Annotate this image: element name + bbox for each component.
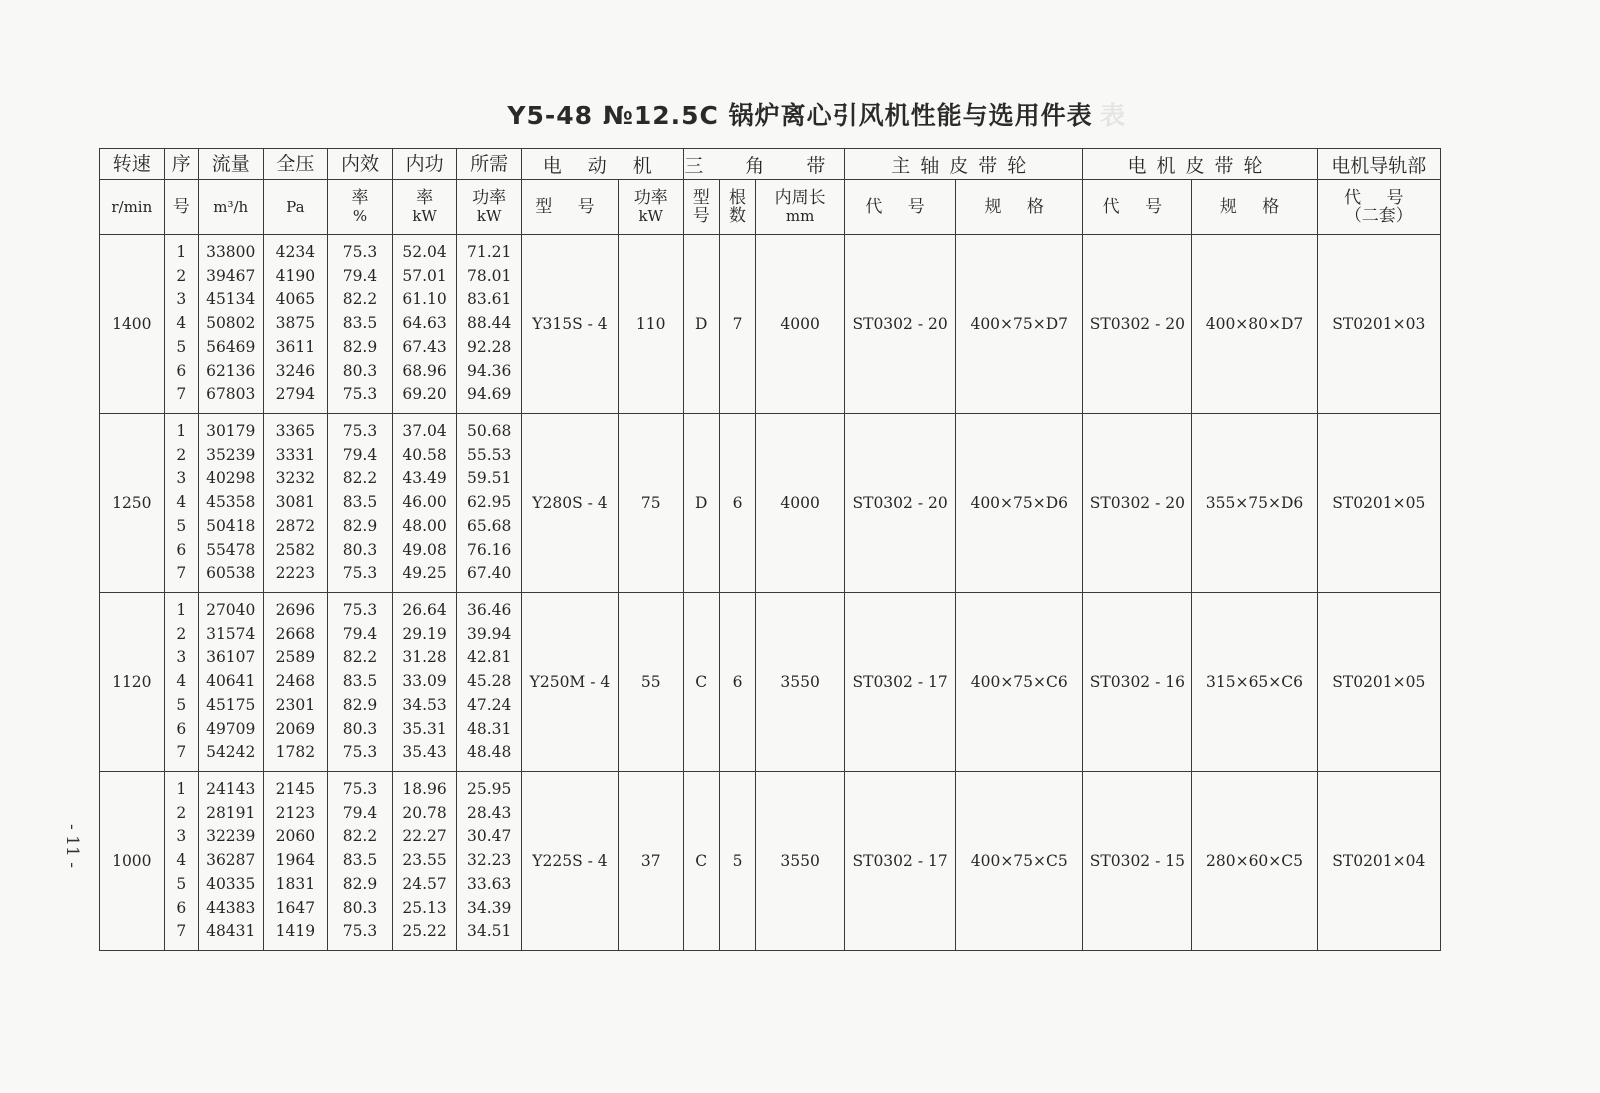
table-body	[100, 235, 1441, 951]
cell-internal-power-value: 46.00	[402, 493, 447, 512]
cell-internal-power-value: 40.58	[402, 445, 447, 464]
cell-flow-value: 44383	[206, 898, 256, 917]
cell-flow-value: 50802	[206, 314, 256, 333]
cell-efficiency-value: 75.3	[342, 422, 378, 441]
cell-internal-power-value: 69.20	[402, 385, 447, 404]
cell-required-power-value: 28.43	[466, 803, 512, 822]
cell-required-power	[457, 772, 522, 951]
cell-belt-count: 5	[719, 772, 755, 951]
header-vbelt: 三 角 带	[683, 149, 845, 180]
cell-efficiency-value: 79.4	[342, 803, 378, 822]
cell-flow-value: 45175	[206, 695, 256, 714]
cell-belt-type: C	[683, 772, 719, 951]
cell-seq-value: 7	[176, 385, 187, 404]
cell-seq-value: 3	[176, 648, 187, 667]
cell-internal-power	[392, 593, 457, 772]
cell-internal-power-value: 35.31	[402, 719, 447, 738]
cell-seq-value: 1	[176, 243, 187, 262]
cell-internal-power-value: 52.04	[402, 243, 447, 262]
cell-required-power	[457, 414, 522, 593]
cell-internal-power-value: 25.13	[402, 898, 447, 917]
cell-pressure-value: 1831	[275, 874, 316, 893]
header-rail-code: 代 号 （二套）	[1317, 180, 1440, 235]
cell-seq-value: 6	[176, 719, 187, 738]
cell-internal-power-value: 64.63	[402, 314, 447, 333]
header-motor-power: 功率 kW	[618, 180, 683, 235]
cell-pressure-value: 1964	[275, 851, 316, 870]
cell-flow-value: 56469	[206, 337, 256, 356]
cell-belt-count: 6	[719, 593, 755, 772]
header-flow: 流量	[198, 149, 263, 180]
cell-efficiency-value: 75.3	[342, 564, 378, 583]
header-motor-pulley-code: 代 号	[1083, 180, 1192, 235]
cell-shaft-spec: 400×75×D7	[956, 235, 1083, 414]
cell-rail-code: ST0201×05	[1317, 414, 1440, 593]
cell-efficiency-value: 80.3	[342, 540, 378, 559]
cell-internal-power-value: 67.43	[402, 337, 447, 356]
cell-required-power-value: 55.53	[466, 445, 512, 464]
cell-efficiency-value: 75.3	[342, 385, 378, 404]
header-efficiency: 内效	[328, 149, 393, 180]
cell-efficiency-value: 83.5	[342, 493, 378, 512]
cell-flow-value: 67803	[206, 385, 256, 404]
cell-pressure-value: 3365	[275, 422, 316, 441]
cell-efficiency-value: 83.5	[342, 314, 378, 333]
cell-required-power-value: 30.47	[466, 827, 512, 846]
cell-belt-length: 4000	[756, 414, 845, 593]
cell-internal-power	[392, 772, 457, 951]
cell-seq-value: 7	[176, 564, 187, 583]
cell-seq-value: 2	[176, 803, 187, 822]
cell-efficiency-value: 75.3	[342, 601, 378, 620]
cell-motor-power: 55	[618, 593, 683, 772]
header-belt-type: 型 号	[683, 180, 719, 235]
cell-internal-power-value: 33.09	[402, 672, 447, 691]
cell-flow-value: 31574	[206, 624, 256, 643]
cell-seq-value: 5	[176, 516, 187, 535]
cell-speed: 1120	[100, 593, 165, 772]
cell-flow-value: 55478	[206, 540, 256, 559]
cell-flow-value: 40298	[206, 469, 256, 488]
cell-motor-pulley-code: ST0302 - 20	[1083, 235, 1192, 414]
cell-belt-length: 3550	[756, 593, 845, 772]
cell-efficiency-value: 80.3	[342, 719, 378, 738]
cell-shaft-spec: 400×75×C5	[956, 772, 1083, 951]
cell-required-power-value: 59.51	[466, 469, 512, 488]
header-motor: 电 动 机	[521, 149, 683, 180]
cell-flow-value: 48431	[206, 922, 256, 941]
cell-efficiency-value: 82.2	[342, 290, 378, 309]
cell-shaft-spec: 400×75×C6	[956, 593, 1083, 772]
cell-pressure-value: 3331	[275, 445, 316, 464]
cell-internal-power-value: 68.96	[402, 361, 447, 380]
cell-pressure-value: 2668	[275, 624, 316, 643]
cell-pressure-value: 1647	[275, 898, 316, 917]
cell-flow	[198, 235, 263, 414]
cell-motor-pulley-spec: 315×65×C6	[1192, 593, 1317, 772]
cell-internal-power-value: 43.49	[402, 469, 447, 488]
cell-pressure-value: 3246	[275, 361, 316, 380]
cell-flow	[198, 414, 263, 593]
cell-pressure-value: 2794	[275, 385, 316, 404]
cell-seq-value: 5	[176, 337, 187, 356]
cell-required-power-value: 88.44	[466, 314, 512, 333]
cell-pressure-value: 2145	[275, 780, 316, 799]
cell-shaft-code: ST0302 - 20	[845, 414, 956, 593]
cell-seq-value: 1	[176, 601, 187, 620]
cell-belt-length: 3550	[756, 772, 845, 951]
table-row-group	[100, 593, 1441, 772]
cell-flow-value: 32239	[206, 827, 256, 846]
cell-motor-power: 37	[618, 772, 683, 951]
cell-efficiency-value: 82.9	[342, 516, 378, 535]
cell-internal-power	[392, 235, 457, 414]
cell-seq	[164, 235, 198, 414]
header-internal-power-sub: 率 kW	[392, 180, 457, 235]
header-pressure-unit: Pa	[263, 180, 328, 235]
cell-required-power-value: 34.39	[466, 898, 512, 917]
cell-required-power-value: 47.24	[466, 695, 512, 714]
cell-seq	[164, 593, 198, 772]
cell-pressure	[263, 235, 328, 414]
cell-required-power-value: 71.21	[466, 243, 512, 262]
cell-internal-power-value: 18.96	[402, 780, 447, 799]
cell-flow-value: 39467	[206, 266, 256, 285]
cell-seq-value: 4	[176, 851, 187, 870]
cell-motor-model: Y280S - 4	[521, 414, 618, 593]
cell-seq-value: 6	[176, 898, 187, 917]
cell-internal-power-value: 26.64	[402, 601, 447, 620]
cell-seq-value: 3	[176, 827, 187, 846]
cell-required-power-value: 33.63	[466, 874, 512, 893]
cell-shaft-code: ST0302 - 17	[845, 593, 956, 772]
cell-pressure-value: 4065	[275, 290, 316, 309]
cell-seq-value: 2	[176, 624, 187, 643]
header-efficiency-sub: 率 %	[328, 180, 393, 235]
cell-motor-power: 75	[618, 414, 683, 593]
page-number: - 11 -	[61, 824, 82, 868]
cell-flow-value: 40335	[206, 874, 256, 893]
cell-efficiency-value: 82.9	[342, 337, 378, 356]
cell-flow-value: 36107	[206, 648, 256, 667]
cell-belt-type: D	[683, 235, 719, 414]
cell-efficiency	[328, 414, 393, 593]
cell-seq	[164, 772, 198, 951]
cell-speed: 1000	[100, 772, 165, 951]
cell-internal-power-value: 24.57	[402, 874, 447, 893]
bleed-through-title: 表	[1100, 101, 1126, 130]
cell-flow-value: 50418	[206, 516, 256, 535]
cell-efficiency-value: 83.5	[342, 672, 378, 691]
cell-efficiency-value: 79.4	[342, 624, 378, 643]
cell-pressure-value: 2582	[275, 540, 316, 559]
cell-efficiency-value: 79.4	[342, 445, 378, 464]
cell-efficiency-value: 82.2	[342, 827, 378, 846]
cell-efficiency-value: 82.2	[342, 469, 378, 488]
cell-pressure-value: 2696	[275, 601, 316, 620]
header-required-power-sub: 功率 kW	[457, 180, 522, 235]
cell-pressure-value: 2872	[275, 516, 316, 535]
fan-performance-table	[99, 148, 1441, 951]
header-rail: 电机导轨部	[1317, 149, 1440, 180]
cell-motor-pulley-spec: 355×75×D6	[1192, 414, 1317, 593]
cell-required-power	[457, 235, 522, 414]
cell-shaft-spec: 400×75×D6	[956, 414, 1083, 593]
cell-pressure-value: 4234	[275, 243, 316, 262]
cell-belt-type: D	[683, 414, 719, 593]
cell-required-power-value: 48.48	[466, 743, 512, 762]
cell-internal-power-value: 49.08	[402, 540, 447, 559]
header-speed-unit: r/min	[100, 180, 165, 235]
cell-flow	[198, 772, 263, 951]
cell-motor-pulley-code: ST0302 - 16	[1083, 593, 1192, 772]
cell-flow-value: 35239	[206, 445, 256, 464]
cell-seq-value: 5	[176, 874, 187, 893]
cell-speed: 1400	[100, 235, 165, 414]
cell-internal-power-value: 37.04	[402, 422, 447, 441]
cell-flow-value: 24143	[206, 780, 256, 799]
cell-motor-model: Y315S - 4	[521, 235, 618, 414]
cell-seq-value: 7	[176, 743, 187, 762]
cell-pressure-value: 2589	[275, 648, 316, 667]
cell-flow-value: 60538	[206, 564, 256, 583]
cell-efficiency-value: 82.2	[342, 648, 378, 667]
cell-required-power-value: 78.01	[466, 266, 512, 285]
cell-required-power-value: 67.40	[466, 564, 512, 583]
cell-flow	[198, 593, 263, 772]
cell-required-power-value: 36.46	[466, 601, 512, 620]
cell-flow-value: 45134	[206, 290, 256, 309]
header-internal-power: 内功	[392, 149, 457, 180]
cell-seq	[164, 414, 198, 593]
cell-rail-code: ST0201×05	[1317, 593, 1440, 772]
cell-motor-pulley-spec: 280×60×C5	[1192, 772, 1317, 951]
cell-efficiency-value: 75.3	[342, 922, 378, 941]
cell-required-power-value: 32.23	[466, 851, 512, 870]
header-motor-pulley-spec: 规 格	[1192, 180, 1317, 235]
header-motor-pulley: 电机皮带轮	[1083, 149, 1317, 180]
cell-rail-code: ST0201×03	[1317, 235, 1440, 414]
cell-pressure	[263, 772, 328, 951]
cell-efficiency	[328, 772, 393, 951]
cell-required-power-value: 76.16	[466, 540, 512, 559]
cell-motor-pulley-code: ST0302 - 20	[1083, 414, 1192, 593]
header-shaft-spec: 规 格	[956, 180, 1083, 235]
cell-flow-value: 45358	[206, 493, 256, 512]
cell-efficiency-value: 75.3	[342, 780, 378, 799]
cell-internal-power-value: 61.10	[402, 290, 447, 309]
cell-required-power-value: 83.61	[466, 290, 512, 309]
cell-internal-power-value: 49.25	[402, 564, 447, 583]
cell-required-power-value: 92.28	[466, 337, 512, 356]
cell-internal-power	[392, 414, 457, 593]
cell-internal-power-value: 48.00	[402, 516, 447, 535]
cell-pressure-value: 4190	[275, 266, 316, 285]
cell-internal-power-value: 57.01	[402, 266, 447, 285]
cell-efficiency-value: 82.9	[342, 874, 378, 893]
cell-efficiency-value: 80.3	[342, 361, 378, 380]
cell-pressure-value: 1782	[275, 743, 316, 762]
cell-internal-power-value: 34.53	[402, 695, 447, 714]
cell-pressure	[263, 414, 328, 593]
cell-flow-value: 54242	[206, 743, 256, 762]
cell-seq-value: 4	[176, 493, 187, 512]
cell-efficiency-value: 80.3	[342, 898, 378, 917]
cell-rail-code: ST0201×04	[1317, 772, 1440, 951]
table-row-group	[100, 772, 1441, 951]
cell-required-power	[457, 593, 522, 772]
header-seq-2: 号	[164, 180, 198, 235]
header-belt-count: 根 数	[719, 180, 755, 235]
cell-pressure	[263, 593, 328, 772]
cell-seq-value: 2	[176, 445, 187, 464]
cell-required-power-value: 48.31	[466, 719, 512, 738]
cell-belt-count: 6	[719, 414, 755, 593]
cell-motor-power: 110	[618, 235, 683, 414]
header-speed: 转速	[100, 149, 165, 180]
cell-pressure-value: 2468	[275, 672, 316, 691]
cell-belt-type: C	[683, 593, 719, 772]
cell-efficiency-value: 75.3	[342, 243, 378, 262]
header-shaft-pulley: 主轴皮带轮	[845, 149, 1083, 180]
cell-internal-power-value: 25.22	[402, 922, 447, 941]
cell-required-power-value: 25.95	[466, 780, 512, 799]
cell-required-power-value: 65.68	[466, 516, 512, 535]
cell-shaft-code: ST0302 - 17	[845, 772, 956, 951]
cell-required-power-value: 34.51	[466, 922, 512, 941]
cell-seq-value: 3	[176, 290, 187, 309]
cell-pressure-value: 2223	[275, 564, 316, 583]
cell-efficiency-value: 79.4	[342, 266, 378, 285]
header-seq: 序	[164, 149, 198, 180]
cell-flow-value: 36287	[206, 851, 256, 870]
cell-internal-power-value: 35.43	[402, 743, 447, 762]
cell-seq-value: 5	[176, 695, 187, 714]
cell-flow-value: 30179	[206, 422, 256, 441]
cell-seq-value: 7	[176, 922, 187, 941]
cell-speed: 1250	[100, 414, 165, 593]
cell-required-power-value: 42.81	[466, 648, 512, 667]
cell-efficiency	[328, 235, 393, 414]
cell-pressure-value: 3232	[275, 469, 316, 488]
cell-seq-value: 4	[176, 314, 187, 333]
cell-required-power-value: 62.95	[466, 493, 512, 512]
header-required-power: 所需	[457, 149, 522, 180]
cell-pressure-value: 1419	[275, 922, 316, 941]
cell-internal-power-value: 23.55	[402, 851, 447, 870]
cell-efficiency	[328, 593, 393, 772]
cell-seq-value: 4	[176, 672, 187, 691]
cell-required-power-value: 50.68	[466, 422, 512, 441]
cell-motor-model: Y225S - 4	[521, 772, 618, 951]
cell-efficiency-value: 83.5	[342, 851, 378, 870]
cell-internal-power-value: 31.28	[402, 648, 447, 667]
cell-pressure-value: 2060	[275, 827, 316, 846]
cell-motor-pulley-spec: 400×80×D7	[1192, 235, 1317, 414]
cell-seq-value: 1	[176, 780, 187, 799]
cell-motor-pulley-code: ST0302 - 15	[1083, 772, 1192, 951]
cell-required-power-value: 39.94	[466, 624, 512, 643]
cell-pressure-value: 3875	[275, 314, 316, 333]
table-row-group	[100, 414, 1441, 593]
cell-belt-count: 7	[719, 235, 755, 414]
cell-flow-value: 27040	[206, 601, 256, 620]
page-title: Y5-48 №12.5C 锅炉离心引风机性能与选用件表	[507, 101, 1093, 130]
cell-belt-length: 4000	[756, 235, 845, 414]
cell-motor-model: Y250M - 4	[521, 593, 618, 772]
cell-efficiency-value: 82.9	[342, 695, 378, 714]
cell-seq-value: 2	[176, 266, 187, 285]
cell-pressure-value: 3081	[275, 493, 316, 512]
cell-required-power-value: 94.36	[466, 361, 512, 380]
cell-internal-power-value: 29.19	[402, 624, 447, 643]
cell-pressure-value: 3611	[275, 337, 316, 356]
cell-internal-power-value: 20.78	[402, 803, 447, 822]
cell-required-power-value: 45.28	[466, 672, 512, 691]
cell-flow-value: 33800	[206, 243, 256, 262]
header-belt-length: 内周长 mm	[756, 180, 845, 235]
cell-flow-value: 40641	[206, 672, 256, 691]
cell-shaft-code: ST0302 - 20	[845, 235, 956, 414]
cell-required-power-value: 94.69	[466, 385, 512, 404]
cell-pressure-value: 2301	[275, 695, 316, 714]
cell-internal-power-value: 22.27	[402, 827, 447, 846]
cell-pressure-value: 2123	[275, 803, 316, 822]
cell-seq-value: 6	[176, 540, 187, 559]
cell-seq-value: 1	[176, 422, 187, 441]
cell-seq-value: 6	[176, 361, 187, 380]
table-row-group	[100, 235, 1441, 414]
header-shaft-code: 代 号	[845, 180, 956, 235]
cell-pressure-value: 2069	[275, 719, 316, 738]
cell-efficiency-value: 75.3	[342, 743, 378, 762]
cell-flow-value: 62136	[206, 361, 256, 380]
cell-flow-value: 49709	[206, 719, 256, 738]
header-motor-model: 型 号	[521, 180, 618, 235]
header-flow-unit: m³/h	[198, 180, 263, 235]
cell-seq-value: 3	[176, 469, 187, 488]
header-pressure: 全压	[263, 149, 328, 180]
cell-flow-value: 28191	[206, 803, 256, 822]
